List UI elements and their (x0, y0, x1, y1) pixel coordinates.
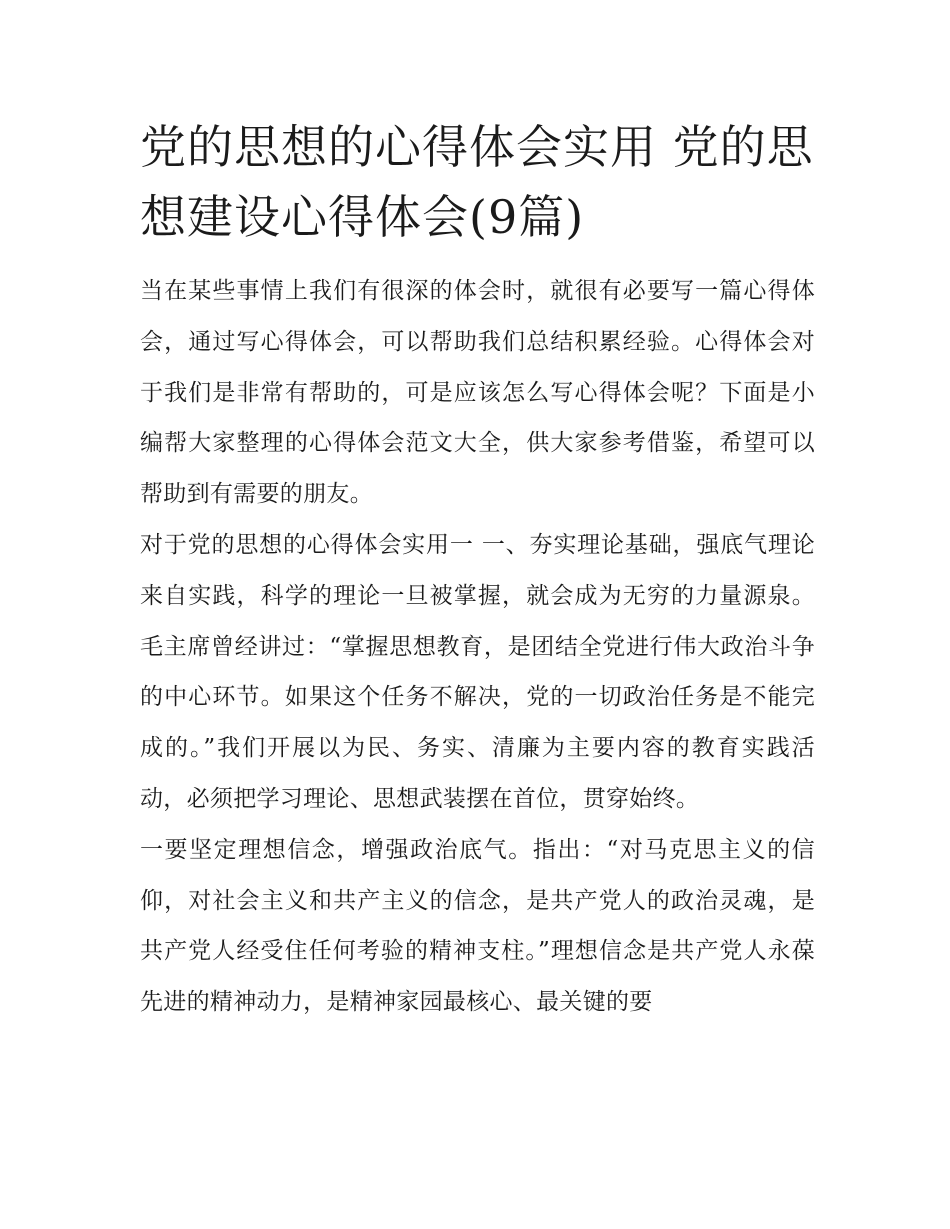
paragraph-ideals: 一要坚定理想信念，增强政治底气。指出：“对马克思主义的信仰，对社会主义和共产主义的信念，是共产党人的政治灵魂，是共产党人经受住任何考验的精神支柱。”理想信念是共产党人永葆先进的精神动力，是精神家园最核心、最关键的要 (140, 836, 815, 1016)
document-title: 党的思想的心得体会实用 党的思想建设心得体会(9篇) (140, 120, 814, 244)
paragraph-intro: 当在某些事情上我们有很深的体会时，就很有必要写一篇心得体会，通过写心得体会，可以帮助我们总结积累经验。心得体会对于我们是非常有帮助的，可是应该怎么写心得体会呢？下面是小编帮大家整理的心得体会范文大全，供大家参考借鉴，希望可以帮助到有需要的朋友。 (140, 278, 815, 508)
paragraph-section-one: 对于党的思想的心得体会实用一 一、夯实理论基础，强底气理论来自实践，科学的理论一旦被掌握，就会成为无穷的力量源泉。毛主席曾经讲过：“掌握思想教育，是团结全党进行伟大政治斗争的中心环节。如果这个任务不解决，党的一切政治任务是不能完成的。”我们开展以为民、务实、清廉为主要内容的教育实践活动，必须把学习理论、思想武装摆在首位，贯穿始终。 (140, 531, 815, 812)
document-page (140, 112, 815, 1028)
